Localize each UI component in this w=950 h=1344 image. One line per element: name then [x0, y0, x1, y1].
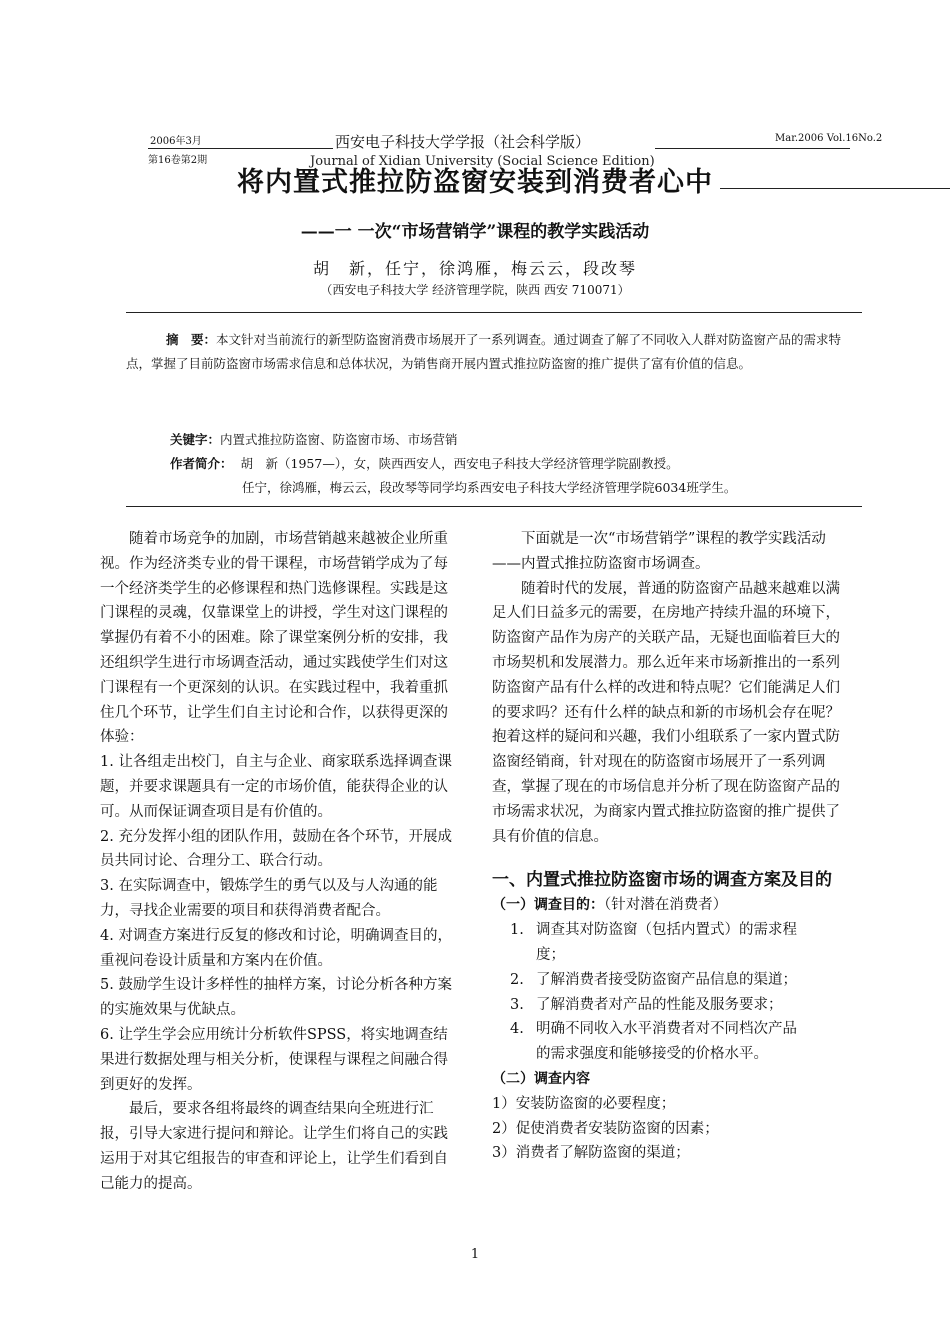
- article-affiliation: （西安电子科技大学 经济管理学院，陕西 西安 710071）: [320, 283, 630, 297]
- article-title: 将内置式推拉防盗窗安装到消费者心中: [237, 167, 713, 198]
- subsection-heading-1: （一）调查目的：（针对潜在消费者）: [492, 897, 728, 914]
- left-paragraph-last: 最后，要求各组将最终的调查结果向全班进行汇报，引导大家进行提问和辩论。让学生们将自己的实践运用于对其它组报告的审查和评论上，让学生们看到自己能力的提高。: [100, 1101, 448, 1192]
- right-column: [492, 527, 854, 1166]
- keywords-text: 内置式推拉防盗窗、防盗窗市场、市场营销: [220, 432, 458, 447]
- right-paragraph-1: 下面就是一次“市场营销学”课程的教学实践活动——内置式推拉防盗窗市场调查。: [492, 531, 826, 572]
- content-item: 2）促使消费者安装防盗窗的因素；: [492, 1120, 719, 1137]
- list-item: 4. 对调查方案进行反复的修改和讨论，明确调查目的，重视问卷设计质量和方案内在价值。: [100, 927, 452, 969]
- header-volume: 第16卷第2期: [148, 155, 208, 166]
- journal-title-en: Journal of Xidian University (Social Science Edition): [310, 154, 655, 169]
- keywords-label: 关键字: [170, 432, 208, 447]
- journal-title-cn: 西安电子科技大学学报（社会科学版）: [335, 133, 591, 151]
- subsection-heading-2: （二）调查内容: [492, 1070, 590, 1087]
- subsection-note: （针对潜在消费者）: [604, 897, 728, 914]
- purpose-item: 1. 调查其对防盗窗（包括内置式）的需求程 度；: [510, 922, 797, 963]
- header-rule-left: [148, 148, 333, 149]
- abstract-text: 本文针对当前流行的新型防盗窗消费市场展开了一系列调查。通过调查了解了不同收入人群对防盗窗产品的需求特点，掌握了目前防盗窗市场需求信息和总体状况，为销售商开展内置式推拉防盗窗的推广提供了富有价值的信息。: [126, 332, 842, 371]
- list-item: 2. 充分发挥小组的团队作用，鼓励在各个环节，开展成员共同讨论、合理分工、联合行动。: [100, 828, 452, 870]
- purpose-item: 2. 了解消费者接受防盗窗产品信息的渠道；: [510, 971, 797, 988]
- author-intro: 作者简介： 胡 新（1957—），女，陕西西安人，西安电子科技大学经济管理学院副教授。 任宁，徐鸿雁，梅云云，段改琴等同学均系西安电子科技大学经济管理学院6034班学生。: [170, 452, 860, 500]
- list-item: 5. 鼓励学生设计多样性的抽样方案，讨论分析各种方案的实施效果与优缺点。: [100, 977, 452, 1019]
- list-item: 6. 让学生学会应用统计分析软件SPSS，将实地调查结果进行数据处理与相关分析，使课程与课程之间融合得到更好的发挥。: [100, 1026, 448, 1093]
- header-date: 2006年3月: [150, 136, 202, 147]
- left-column: [100, 527, 462, 1197]
- article-subtitle: ——一 一次“市场营销学”课程的教学实践活动: [300, 222, 650, 242]
- purpose-item: 4. 明确不同收入水平消费者对不同档次产品 的需求强度和能够接受的价格水平。: [510, 1021, 797, 1063]
- article-authors: 胡 新，任宁，徐鸿雁，梅云云，段改琴: [312, 259, 637, 278]
- right-paragraph-2: 随着时代的发展，普通的防盗窗产品越来越难以满足人们日益多元的需要，在房地产持续升温的环境下，防盗窗产品作为房产的关联产品，无疑也面临着巨大的市场契机和发展潜力。那么近年来市场新推出的一系列防盗窗产品有什么样的改进和特点呢？它们能满足人们的要求吗？还有什么样的缺点和新的市场机会存在呢？抱着这样的疑问和兴趣，我们小组联系了一家内置式防盗窗经销商，针对现在的防盗窗市场展开了一系列调查，掌握了现在的市场信息并分析了现在防盗窗产品的市场需求状况，为商家内置式推拉防盗窗的推广提供了具有价值的信息。: [492, 580, 840, 845]
- author-intro-line2: 任宁，徐鸿雁，梅云云，段改琴等同学均系西安电子科技大学经济管理学院6034班学生。: [242, 480, 737, 495]
- section-heading-1: 一、内置式推拉防盗窗市场的调查方案及目的: [492, 870, 832, 891]
- author-intro-label: 作者简介: [170, 456, 221, 471]
- abstract-rule: [126, 506, 862, 507]
- author-intro-line1: 胡 新（1957—），女，陕西西安人，西安电子科技大学经济管理学院副教授。: [240, 456, 679, 471]
- abstract: 摘 要：本文针对当前流行的新型防盗窗消费市场展开了一系列调查。通过调查了解了不同收入人群对防盗窗产品的需求特点，掌握了目前防盗窗市场需求信息和总体状况，为销售商开展内置式推拉防盗窗的推广提供了富有价值的信息。: [126, 332, 842, 371]
- header-rule-right: [655, 148, 850, 149]
- content-item: 3）消费者了解防盗窗的渠道；: [492, 1145, 690, 1162]
- content-item: 1）安装防盗窗的必要程度；: [492, 1095, 676, 1112]
- keywords: 关键字：内置式推拉防盗窗、防盗窗市场、市场营销: [170, 432, 458, 447]
- page-number: 1: [470, 1247, 480, 1262]
- abstract-label: 摘 要: [166, 332, 204, 347]
- purpose-item: 3. 了解消费者对产品的性能及服务要求；: [510, 996, 783, 1013]
- left-paragraph-1: 随着市场竞争的加剧，市场营销越来越被企业所重视。作为经济类专业的骨干课程，市场营销学成为了每一个经济类学生的必修课程和热门选修课程。实践是这门课程的灵魂，仅靠课堂上的讲授，学生对这门课程的掌握仍有着不小的困难。除了课堂案例分析的安排，我还组织学生进行市场调查活动，通过实践使学生们对这门课程有一个更深刻的认识。在实践过程中，我着重抓住几个环节，让学生们自主讨论和合作，以获得更深的体验：: [100, 531, 448, 746]
- header-issue: Mar.2006 Vol.16No.2: [775, 133, 883, 144]
- title-rule: [126, 312, 862, 313]
- list-item: 3. 在实际调查中，锻炼学生的勇气以及与人沟通的能力，寻找企业需要的项目和获得消费者配合。: [100, 878, 438, 919]
- list-item: 1. 让各组走出校门，自主与企业、商家联系选择调查课题，并要求课题具有一定的市场价值，能获得企业的认可。从而保证调查项目是有价值的。: [100, 754, 452, 820]
